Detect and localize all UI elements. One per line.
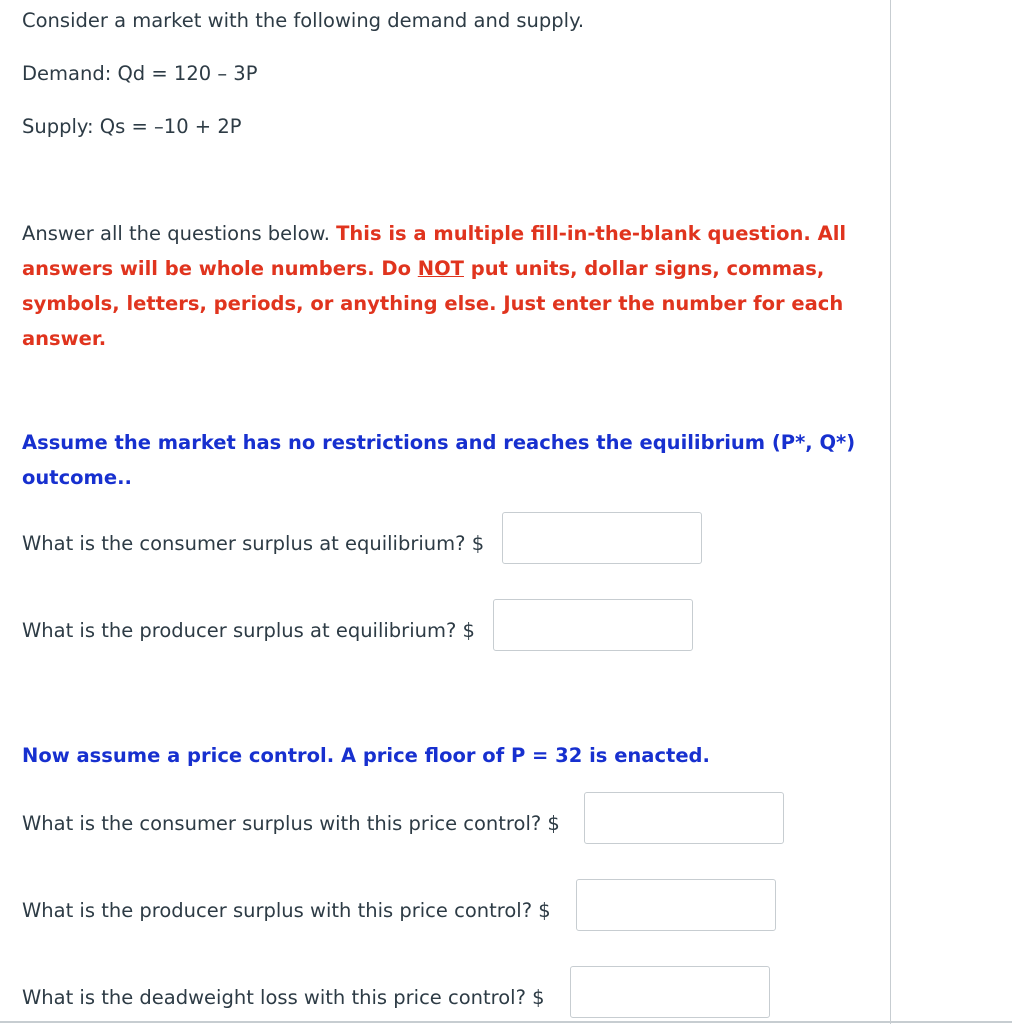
producer-surplus-price-control-input[interactable]: [576, 879, 776, 931]
consumer-surplus-equilibrium-input[interactable]: [502, 512, 702, 564]
q4-label: What is the producer surplus with this price control? $: [22, 899, 551, 922]
consumer-surplus-price-control-input[interactable]: [584, 792, 784, 844]
instructions-warning-2: put units, dollar signs, commas, symbols, letters, periods, or anything else. Just enter the number for each answer.: [22, 257, 844, 350]
instructions: [22, 216, 867, 356]
q3-label: What is the consumer surplus with this price control? $: [22, 812, 560, 835]
section1-heading: Assume the market has no restrictions and reaches the equilibrium (P*, Q*) outcome..: [22, 431, 856, 489]
content-right-border: [890, 0, 891, 1024]
q5-label: What is the deadweight loss with this price control? $: [22, 986, 545, 1009]
deadweight-loss-price-control-input[interactable]: [570, 966, 770, 1018]
section2-heading: Now assume a price control. A price floor of P = 32 is enacted.: [22, 744, 710, 767]
instructions-warning-1: This is a multiple fill-in-the-blank question. All answers will be whole numbers. Do: [22, 222, 847, 280]
supply-equation: Supply: Qs = –10 + 2P: [22, 115, 242, 138]
content-bottom-border: [0, 1021, 1012, 1023]
producer-surplus-equilibrium-input[interactable]: [493, 599, 693, 651]
instructions-warning-not: NOT: [417, 257, 464, 280]
instructions-normal: Answer all the questions below.: [22, 222, 337, 245]
q1-label: What is the consumer surplus at equilibrium? $: [22, 532, 485, 555]
q2-label: What is the producer surplus at equilibrium? $: [22, 619, 475, 642]
intro-text: Consider a market with the following demand and supply.: [22, 9, 585, 32]
demand-equation: Demand: Qd = 120 – 3P: [22, 62, 258, 85]
